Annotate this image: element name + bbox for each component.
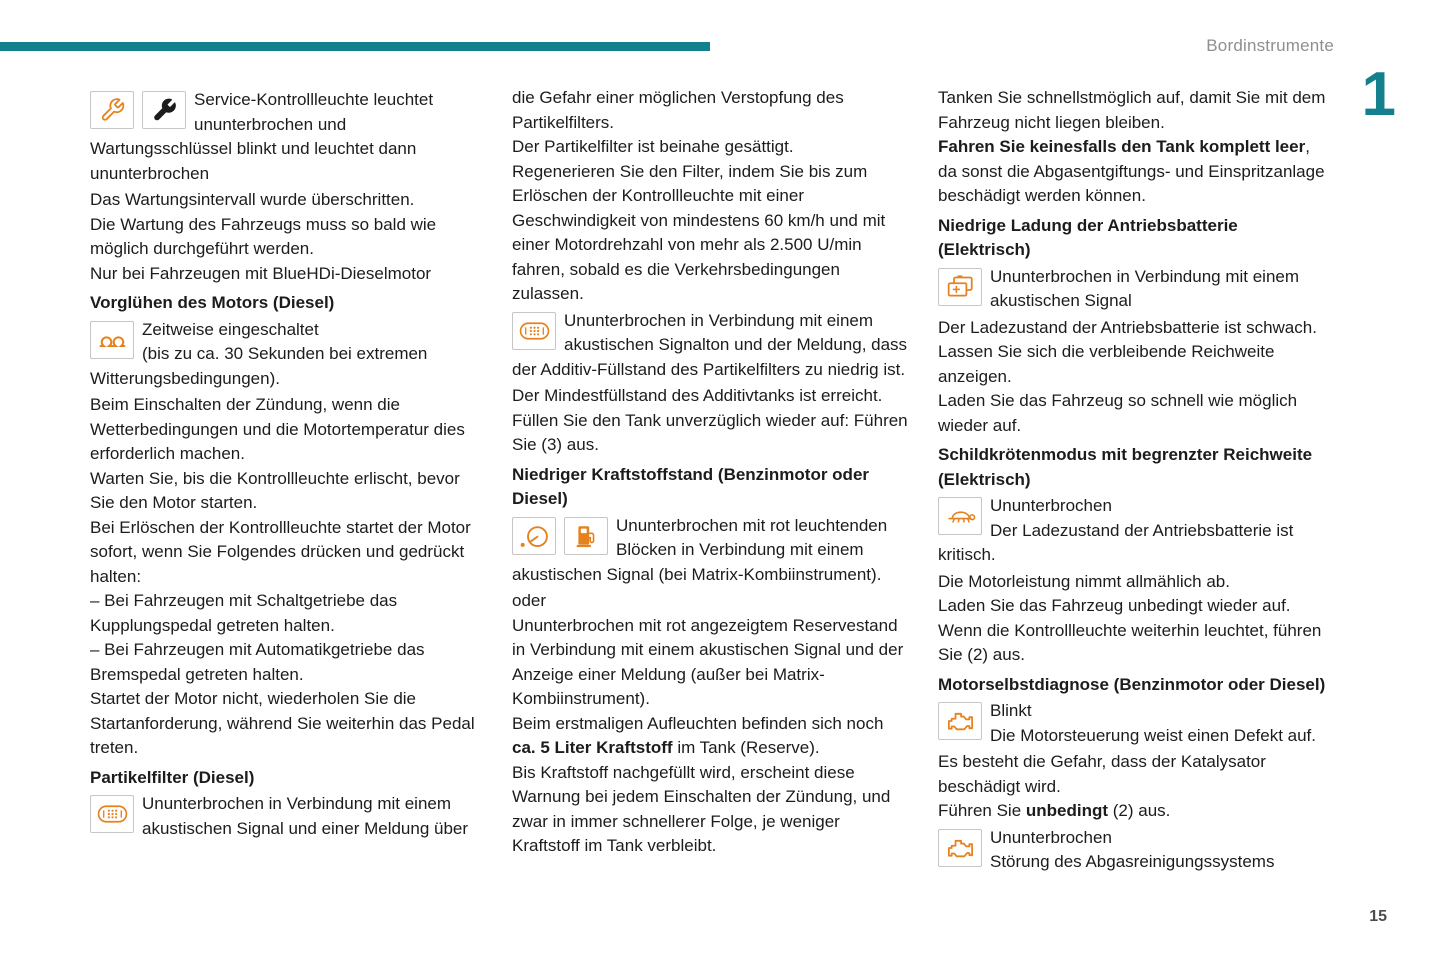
- service-wrench-filled-icon: [142, 91, 186, 129]
- paragraph: [90, 589, 478, 638]
- text: Beim Einschalten der Zündung, wenn die Wetterbedingungen und die Motortemperatur dies erforderlich machen.: [90, 395, 465, 463]
- bold-text: ca. 5 Liter Kraftstoff: [512, 738, 673, 757]
- section-heading: [90, 766, 478, 791]
- indicator-item: [512, 309, 908, 383]
- paragraph: [512, 384, 908, 458]
- content-columns: [90, 86, 1332, 877]
- text: Ununterbrochen in Verbindung mit einem akustischen Signal: [990, 266, 1300, 310]
- text: Niedriger Kraftstoffstand (Benzinmotor oder Diesel): [512, 464, 870, 508]
- section-heading: [512, 463, 908, 512]
- paragraph: [512, 761, 908, 859]
- text: Der Ladezustand der Antriebsbatterie ist schwach.: [938, 317, 1317, 337]
- particulate-filter-icon: [512, 312, 556, 350]
- text: Ununterbrochen: [990, 496, 1112, 515]
- paragraph: [90, 516, 478, 590]
- page-number: 15: [1369, 908, 1387, 925]
- text: Der Ladezustand der Antriebsbatterie ist kritisch.: [938, 520, 1294, 564]
- text: Das Wartungsintervall wurde überschritten.: [90, 190, 415, 209]
- paragraph: [512, 614, 908, 712]
- text: – Bei Fahrzeugen mit Automatikgetriebe das Bremspedal getreten halten.: [90, 640, 425, 684]
- indicator-item: [90, 318, 478, 392]
- column-2: [512, 86, 908, 877]
- text: – Bei Fahrzeugen mit Schaltgetriebe das Kupplungspedal getreten halten.: [90, 591, 398, 635]
- bold-text: unbedingt: [1025, 801, 1109, 820]
- indicator-item: [938, 265, 1332, 314]
- text: Die Wartung des Fahrzeugs muss so bald wie möglich durchgeführt werden.: [90, 214, 437, 258]
- section-heading: [938, 673, 1332, 698]
- text: Partikelfilter (Diesel): [90, 767, 255, 787]
- text: Service-Kontrollleuchte leuchtet ununterbrochen und Wartungsschlüssel blinkt und leuchtet dann ununterbrochen: [90, 90, 434, 183]
- paragraph: [938, 619, 1332, 668]
- paragraph: [938, 389, 1332, 438]
- text: Blinkt: [990, 701, 1032, 720]
- fuel-pump-icon: [564, 517, 608, 555]
- text: Laden Sie das Fahrzeug so schnell wie möglich wieder auf.: [938, 391, 1298, 435]
- indicator-item: [938, 494, 1332, 568]
- text: (2) aus.: [1108, 801, 1171, 820]
- turtle-icon: [938, 497, 982, 535]
- glow-plug-icon: [90, 321, 134, 359]
- text: Motorselbstdiagnose (Benzinmotor oder Diesel): [938, 674, 1326, 694]
- text: die Gefahr einer möglichen Verstopfung des Partikelfilters.: [512, 88, 844, 132]
- text: Die Motorsteuerung weist einen Defekt auf.: [990, 725, 1317, 745]
- text: Ununterbrochen in Verbindung mit einem akustischen Signal und einer Meldung über: [142, 794, 469, 838]
- paragraph: [938, 316, 1332, 341]
- text: Niedrige Ladung der Antriebsbatterie (Elektrisch): [938, 215, 1238, 259]
- paragraph: [90, 638, 478, 687]
- text: Zeitweise eingeschaltet: [142, 319, 319, 339]
- text: Startet der Motor nicht, wiederholen Sie die Startanforderung, während Sie weiterhin das Pedal treten.: [90, 689, 475, 757]
- text: Bis Kraftstoff nachgefüllt wird, erscheint diese Warnung bei jedem Einschalten der Zündung, und zwar in immer schnellerer Folge, je weniger Kraftstoff im Tank verbleibt.: [512, 762, 891, 855]
- column-1: [90, 86, 478, 877]
- paragraph: [512, 135, 908, 160]
- traction-battery-icon: [938, 268, 982, 306]
- paragraph: [512, 160, 908, 307]
- paragraph: [90, 393, 478, 467]
- indicator-item: [90, 792, 478, 841]
- paragraph: [938, 594, 1332, 619]
- text: Warten Sie, bis die Kontrollleuchte erlischt, bevor Sie den Motor starten.: [90, 468, 460, 512]
- text: Die Motorleistung nimmt allmählich ab.: [938, 571, 1230, 591]
- paragraph: [938, 340, 1332, 389]
- section-heading: [938, 443, 1332, 492]
- paragraph: [512, 712, 908, 761]
- indicator-item: [512, 514, 908, 588]
- paragraph: [90, 262, 478, 287]
- paragraph: [90, 188, 478, 213]
- bold-text: Fahren Sie keinesfalls den Tank komplett leer: [938, 137, 1306, 156]
- text: im Tank (Reserve).: [672, 738, 820, 757]
- paragraph: [938, 750, 1332, 799]
- section-heading: [90, 291, 478, 316]
- fuel-gauge-icon: [512, 517, 556, 555]
- text: Ununterbrochen in Verbindung mit einem akustischen Signalton und der Meldung, dass der Additiv-Füllstand des Partikelfilters zu niedrig ist.: [512, 310, 908, 379]
- indicator-item: [90, 88, 478, 186]
- text: oder: [512, 591, 547, 610]
- text: (bis zu ca. 30 Sekunden bei extremen Witterungsbedingungen).: [90, 344, 428, 388]
- indicator-item: [938, 699, 1332, 748]
- chapter-number: 1: [1361, 60, 1396, 129]
- particulate-filter-icon: [90, 795, 134, 833]
- engine-icon: [938, 829, 982, 867]
- text: Bei Erlöschen der Kontrollleuchte startet der Motor sofort, wenn Sie Folgendes drücken und gedrückt halten:: [90, 517, 471, 586]
- paragraph: [938, 570, 1332, 595]
- paragraph: [512, 589, 908, 614]
- service-wrench-outline-icon: [90, 91, 134, 129]
- text: Ununterbrochen mit rot angezeigtem Reservestand in Verbindung mit einem akustischen Signal und der Anzeige einer Meldung (außer bei Matrix-Kombiinstrument).: [512, 615, 904, 708]
- text: Laden Sie das Fahrzeug unbedingt wieder auf.: [938, 596, 1291, 615]
- text: Störung des Abgasreinigungssystems: [990, 852, 1275, 871]
- text: Es besteht die Gefahr, dass der Katalysator beschädigt wird.: [938, 752, 1266, 796]
- paragraph: [512, 86, 908, 135]
- text: Der Mindestfüllstand des Additivtanks ist erreicht. Füllen Sie den Tank unverzüglich wieder auf: Führen Sie (3) aus.: [512, 386, 908, 454]
- paragraph: [938, 86, 1332, 135]
- section-heading: [938, 214, 1332, 263]
- chapter-accent-bar: [0, 42, 710, 51]
- text: Beim erstmaligen Aufleuchten befinden sich noch: [512, 713, 884, 733]
- text: , da sonst die Abgasentgiftungs- und Einspritzanlage beschädigt werden können.: [938, 137, 1325, 205]
- text: Vorglühen des Motors (Diesel): [90, 293, 335, 312]
- paragraph: [938, 799, 1332, 824]
- text: Nur bei Fahrzeugen mit BlueHDi-Dieselmotor: [90, 263, 432, 283]
- text: Wenn die Kontrollleuchte weiterhin leuchtet, führen Sie (2) aus.: [938, 620, 1322, 664]
- paragraph: [90, 213, 478, 262]
- indicator-item: [938, 826, 1332, 875]
- paragraph: [90, 467, 478, 516]
- text: Führen Sie: [938, 801, 1026, 820]
- paragraph: [938, 135, 1332, 209]
- text: Tanken Sie schnellstmöglich auf, damit Sie mit dem Fahrzeug nicht liegen bleiben.: [938, 88, 1326, 132]
- text: Lassen Sie sich die verbleibende Reichweite anzeigen.: [938, 342, 1275, 386]
- section-title: Bordinstrumente: [1206, 36, 1334, 55]
- text: Ununterbrochen: [990, 827, 1112, 847]
- paragraph: [90, 687, 478, 761]
- text: Der Partikelfilter ist beinahe gesättigt.: [512, 137, 794, 156]
- text: Schildkrötenmodus mit begrenzter Reichweite (Elektrisch): [938, 445, 1313, 489]
- engine-icon: [938, 702, 982, 740]
- text: Ununterbrochen mit rot leuchtenden Blöcken in Verbindung mit einem akustischen Signal (bei Matrix-Kombiinstrument).: [512, 515, 888, 584]
- text: Regenerieren Sie den Filter, indem Sie bis zum Erlöschen der Kontrollleuchte mit einer Geschwindigkeit von mindestens 60 km/h und mit einer Motordrehzahl von mehr als 2.500 U/min fahren, sobald es die Verkehrsbedingungen zulassen.: [512, 161, 886, 303]
- column-3: [938, 86, 1332, 877]
